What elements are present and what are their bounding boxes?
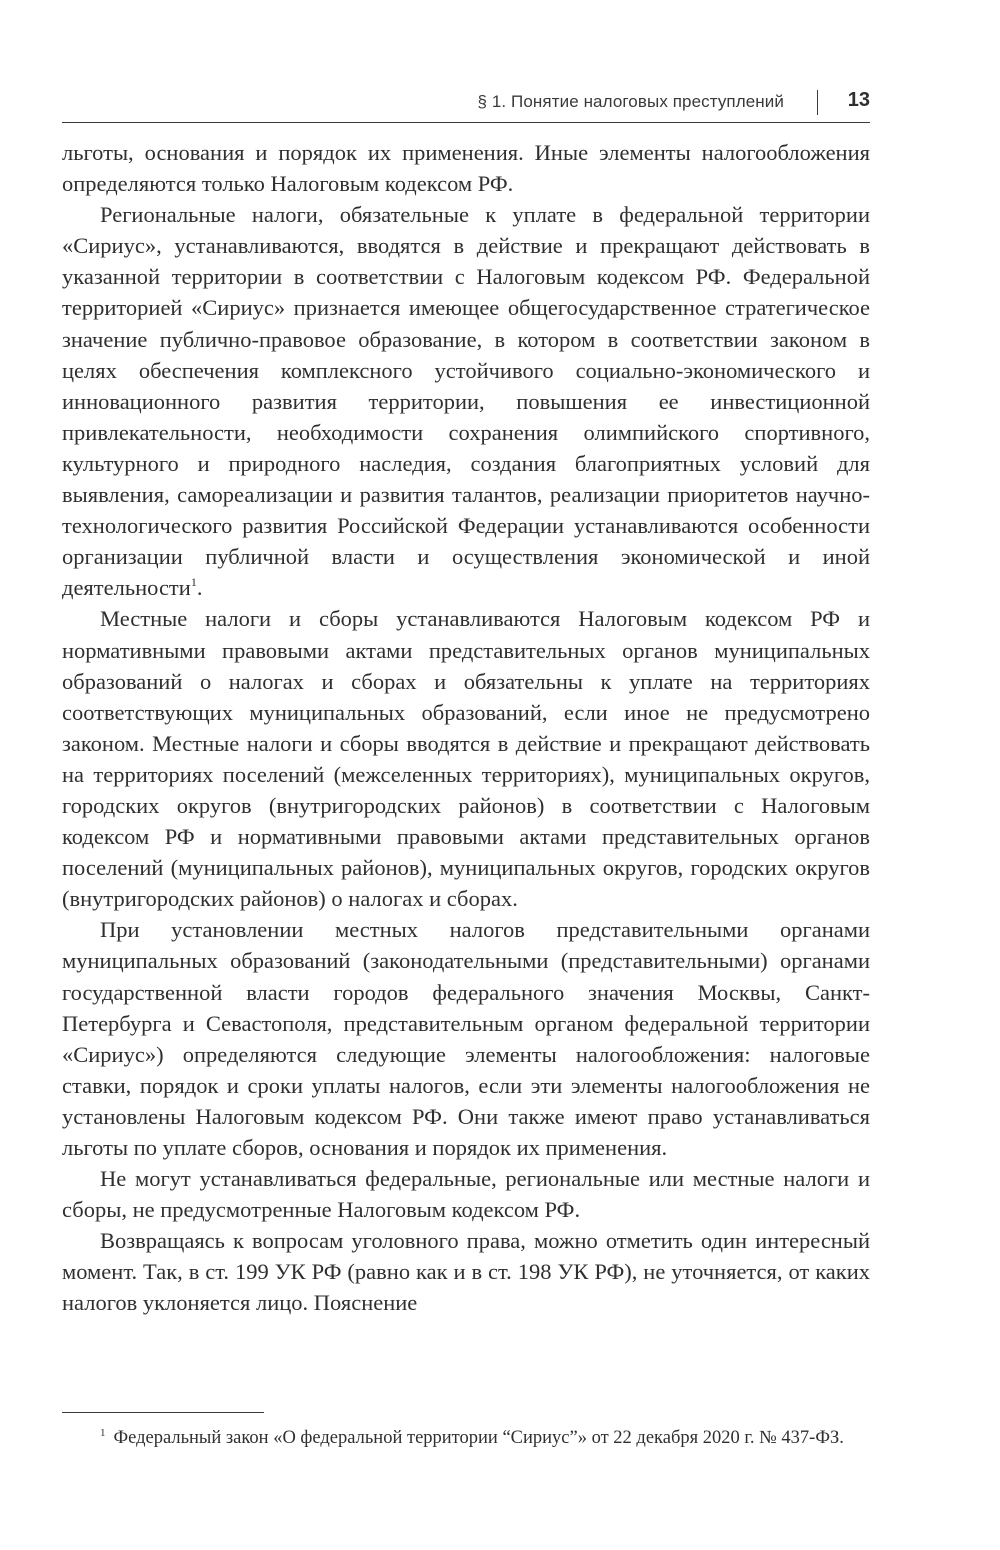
footnote <box>62 1425 870 1451</box>
footnote-mark: 1 <box>100 1426 106 1439</box>
page-number: 13 <box>847 89 870 111</box>
running-header <box>62 82 870 123</box>
footnote-text: Федеральный закон «О федеральной территории “Сириус”» от 22 декабря 2020 г. № 437-ФЗ. <box>113 1428 844 1448</box>
paragraph-2-text: Региональные налоги, обязательные к уплате в федеральной территории «Сириус», устанавливаются, вводятся в действие и прекращают действовать в указанной территории в соответствии с Налоговым кодексом РФ. Федеральной территорией «Сириус» признается имеющее общегосударственное стратегическое значение публично-правовое образование, в котором в соответствии законом в целях обеспечения комплексного устойчивого социально-экономического и инновационного развития территории, повышения ее инвестиционной привлекательности, необходимости сохранения олимпийского спортивного, культурного и природного наследия, создания благоприятных условий для выявления, самореализации и развития талантов, реализации приоритетов научно-технологического развития Российской Федерации устанавливаются особенности организации публичной власти и осуществления экономической и иной деятельности <box>62 202 870 601</box>
paragraph-3: Местные налоги и сборы устанавливаются Налоговым кодексом РФ и нормативными правовыми актами представительных органов муниципальных образований о налогах и сборах и обязательны к уплате на территориях соответствующих муниципальных образований, если иное не предусмотрено законом. Местные налоги и сборы вводятся в действие и прекращают действовать на территориях поселений (межселенных территориях), муниципальных округов, городских округов (внутригородских районов) в соответствии с Налоговым кодексом РФ и нормативными правовыми актами представительных органов поселений (муниципальных районов), муниципальных округов, городских округов (внутригородских районов) о налогах и сборах. <box>62 606 870 912</box>
paragraph-2-end: . <box>196 575 203 601</box>
header-divider <box>817 90 818 115</box>
body-text <box>62 137 870 1319</box>
paragraph-1: льготы, основания и порядок их применения. Иные элементы налогообложения определяются только Налоговым кодексом РФ. <box>62 140 870 197</box>
footnote-separator <box>62 1412 264 1413</box>
paragraph-5: Не могут устанавливаться федеральные, региональные или местные налоги и сборы, не предусмотренные Налоговым кодексом РФ. <box>62 1166 870 1223</box>
paragraph-4: При установлении местных налогов представительными органами муниципальных образований (законодательными (представительными) органами государственной власти городов федерального значения Москвы, Санкт-Петербурга и Севастополя, представительным органом федеральной территории «Сириус») определяются следующие элементы налогообложения: налоговые ставки, порядок и сроки уплаты налогов, если эти элементы налогообложения не установлены Налоговым кодексом РФ. Они также имеют право устанавливаться льготы по уплате сборов, основания и порядок их применения. <box>62 917 870 1160</box>
paragraph-6: Возвращаясь к вопросам уголовного права, можно отметить один интересный момент. Так, в ст. 199 УК РФ (равно как и в ст. 198 УК РФ), не уточняется, от каких налогов уклоняется лицо. Пояснение <box>62 1228 870 1316</box>
footnote-reference[interactable]: 1 <box>190 574 197 589</box>
paragraph-2 <box>62 199 870 603</box>
section-title: § 1. Понятие налоговых преступлений <box>477 92 784 111</box>
